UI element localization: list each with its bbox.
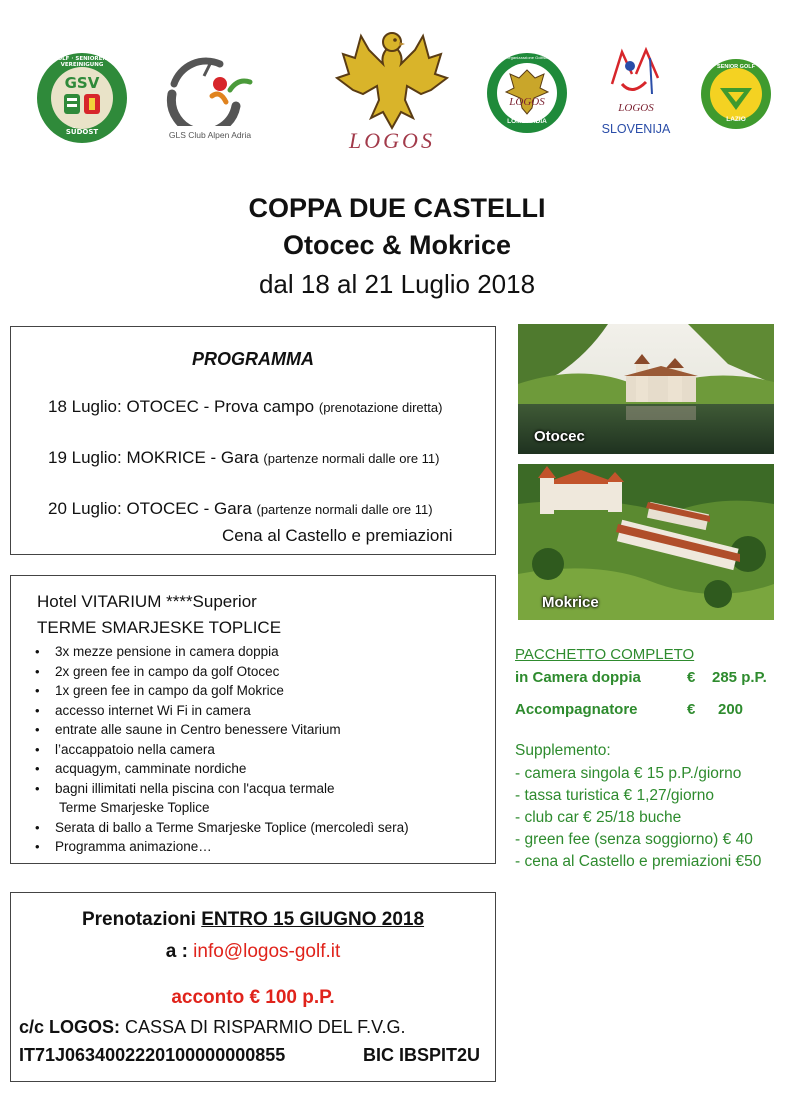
programma-item-note: (partenze normali dalle ore 11) — [256, 502, 433, 517]
booking-box — [10, 892, 496, 1082]
booking-deadline: ENTRO 15 GIUGNO 2018 — [201, 909, 425, 930]
programma-title: PROGRAMMA — [192, 349, 314, 369]
gsv-bottom-text: SÜDOST — [65, 128, 99, 136]
otocec-caption: Otocec — [534, 428, 585, 445]
logos-eagle-logo — [333, 28, 451, 163]
programma-item-main: 20 Luglio: OTOCEC - Gara — [48, 499, 257, 518]
hotel-name: Hotel VITARIUM ****Superior — [37, 592, 257, 611]
bank-iban: IT71J0634002220100000000855 — [19, 1045, 286, 1065]
programma-box — [10, 326, 496, 555]
lombardia-bottom-text: LOMBARDIA — [507, 118, 547, 125]
package-row-currency: € — [687, 701, 696, 718]
bank-bic: BIC IBSPIT2U — [363, 1045, 481, 1065]
list-item: • acquagym, camminate nordiche — [33, 759, 493, 779]
programma-item-note: (partenze normali dalle ore 11) — [263, 451, 440, 466]
list-item: • 2x green fee in campo da golf Otocec — [33, 662, 493, 682]
list-item: • 3x mezze pensione in camera doppia — [33, 642, 493, 662]
lombardia-ring-text: Libera Organizzazione Golfisti Senior — [493, 55, 561, 60]
event-subtitle: Otocec & Mokrice — [282, 230, 512, 260]
programma-item-main: 18 Luglio: OTOCEC - Prova campo — [48, 397, 319, 416]
list-item: • Programma animazione… — [33, 837, 493, 857]
list-item: • accesso internet Wi Fi in camera — [33, 701, 493, 721]
list-item-continuation: Terme Smarjeske Toplice — [59, 800, 210, 815]
programma-item-3 — [48, 499, 433, 519]
gls-logo — [160, 54, 260, 144]
booking-label: Prenotazioni — [81, 909, 202, 930]
package-row-label: in Camera doppia — [515, 669, 641, 686]
event-dates: dal 18 al 21 Luglio 2018 — [258, 269, 536, 299]
supplement-item: - camera singola € 15 p.P./giorno — [515, 765, 742, 782]
lazio-logo — [700, 58, 772, 130]
lazio-top-text: SENIOR GOLF — [717, 64, 755, 70]
programma-extra: Cena al Castello e premiazioni — [222, 526, 453, 545]
hotel-location: TERME SMARJESKE TOPLICE — [37, 618, 282, 637]
mokrice-photo — [518, 464, 774, 620]
gls-caption: GLS Club Alpen Adria — [168, 130, 252, 140]
booking-email-prefix: a : — [165, 941, 194, 962]
supplement-title: Supplemento: — [515, 742, 611, 759]
gsv-center-text: GSV — [64, 74, 100, 92]
mokrice-caption: Mokrice — [542, 594, 599, 611]
package-row-double — [515, 669, 785, 686]
slovenija-logo — [592, 44, 680, 144]
programma-item-1 — [48, 397, 442, 417]
event-title: COPPA DUE CASTELLI — [248, 193, 546, 223]
bank-account-label: c/c LOGOS: — [19, 1017, 121, 1037]
gsv-ring-text: GOLF · SENIOREN · VEREINIGUNG — [52, 56, 111, 68]
slovenija-caption: SLOVENIJA — [601, 122, 671, 136]
package-row-price: 200 — [718, 701, 744, 718]
supplement-item: - club car € 25/18 buche — [515, 809, 682, 826]
list-item: • 1x green fee in campo da golf Mokrice — [33, 681, 493, 701]
lombardia-wordmark: LOGOS — [509, 96, 545, 108]
list-item: • bagni illimitati nella piscina con l'acqua termale — [33, 779, 493, 799]
lazio-bottom-text: LAZIO — [726, 116, 746, 123]
hotel-feature-list — [33, 642, 493, 857]
package-row-currency: € — [687, 669, 696, 686]
otocec-photo — [518, 324, 774, 454]
booking-deadline-line — [11, 909, 495, 931]
programma-item-2 — [48, 448, 440, 468]
programma-item-main: 19 Luglio: MOKRICE - Gara — [48, 448, 264, 467]
lombardia-logo — [486, 52, 568, 134]
hotel-box — [10, 575, 496, 864]
package-row-companion — [515, 701, 785, 718]
bank-account-line — [19, 1017, 405, 1038]
supplement-item: - green fee (senza soggiorno) € 40 — [515, 831, 753, 848]
bank-name: CASSA DI RISPARMIO DEL F.V.G. — [120, 1017, 406, 1037]
booking-email-link[interactable]: info@logos-golf.it — [193, 941, 341, 962]
list-item: • l’accappatoio nella camera — [33, 740, 493, 760]
programma-item-note: (prenotazione diretta) — [318, 400, 443, 415]
booking-deposit: acconto € 100 p.P. — [171, 987, 335, 1008]
slovenija-wordmark: LOGOS — [618, 102, 654, 114]
package-row-label: Accompagnatore — [515, 701, 638, 718]
package-row-price: 285 p.P. — [712, 669, 767, 686]
logos-eagle-wordmark: LOGOS — [349, 128, 435, 153]
list-item: • entrate alle saune in Centro benessere Vitarium — [33, 720, 493, 740]
package-title: PACCHETTO COMPLETO — [515, 646, 695, 663]
supplement-item: - cena al Castello e premiazioni €50 — [515, 853, 762, 870]
supplement-item: - tassa turistica € 1,27/giorno — [515, 787, 715, 804]
booking-email-line — [11, 941, 495, 963]
gsv-logo — [36, 52, 128, 144]
list-item: • Serata di ballo a Terme Smarjeske Toplice (mercoledì sera) — [33, 818, 493, 838]
